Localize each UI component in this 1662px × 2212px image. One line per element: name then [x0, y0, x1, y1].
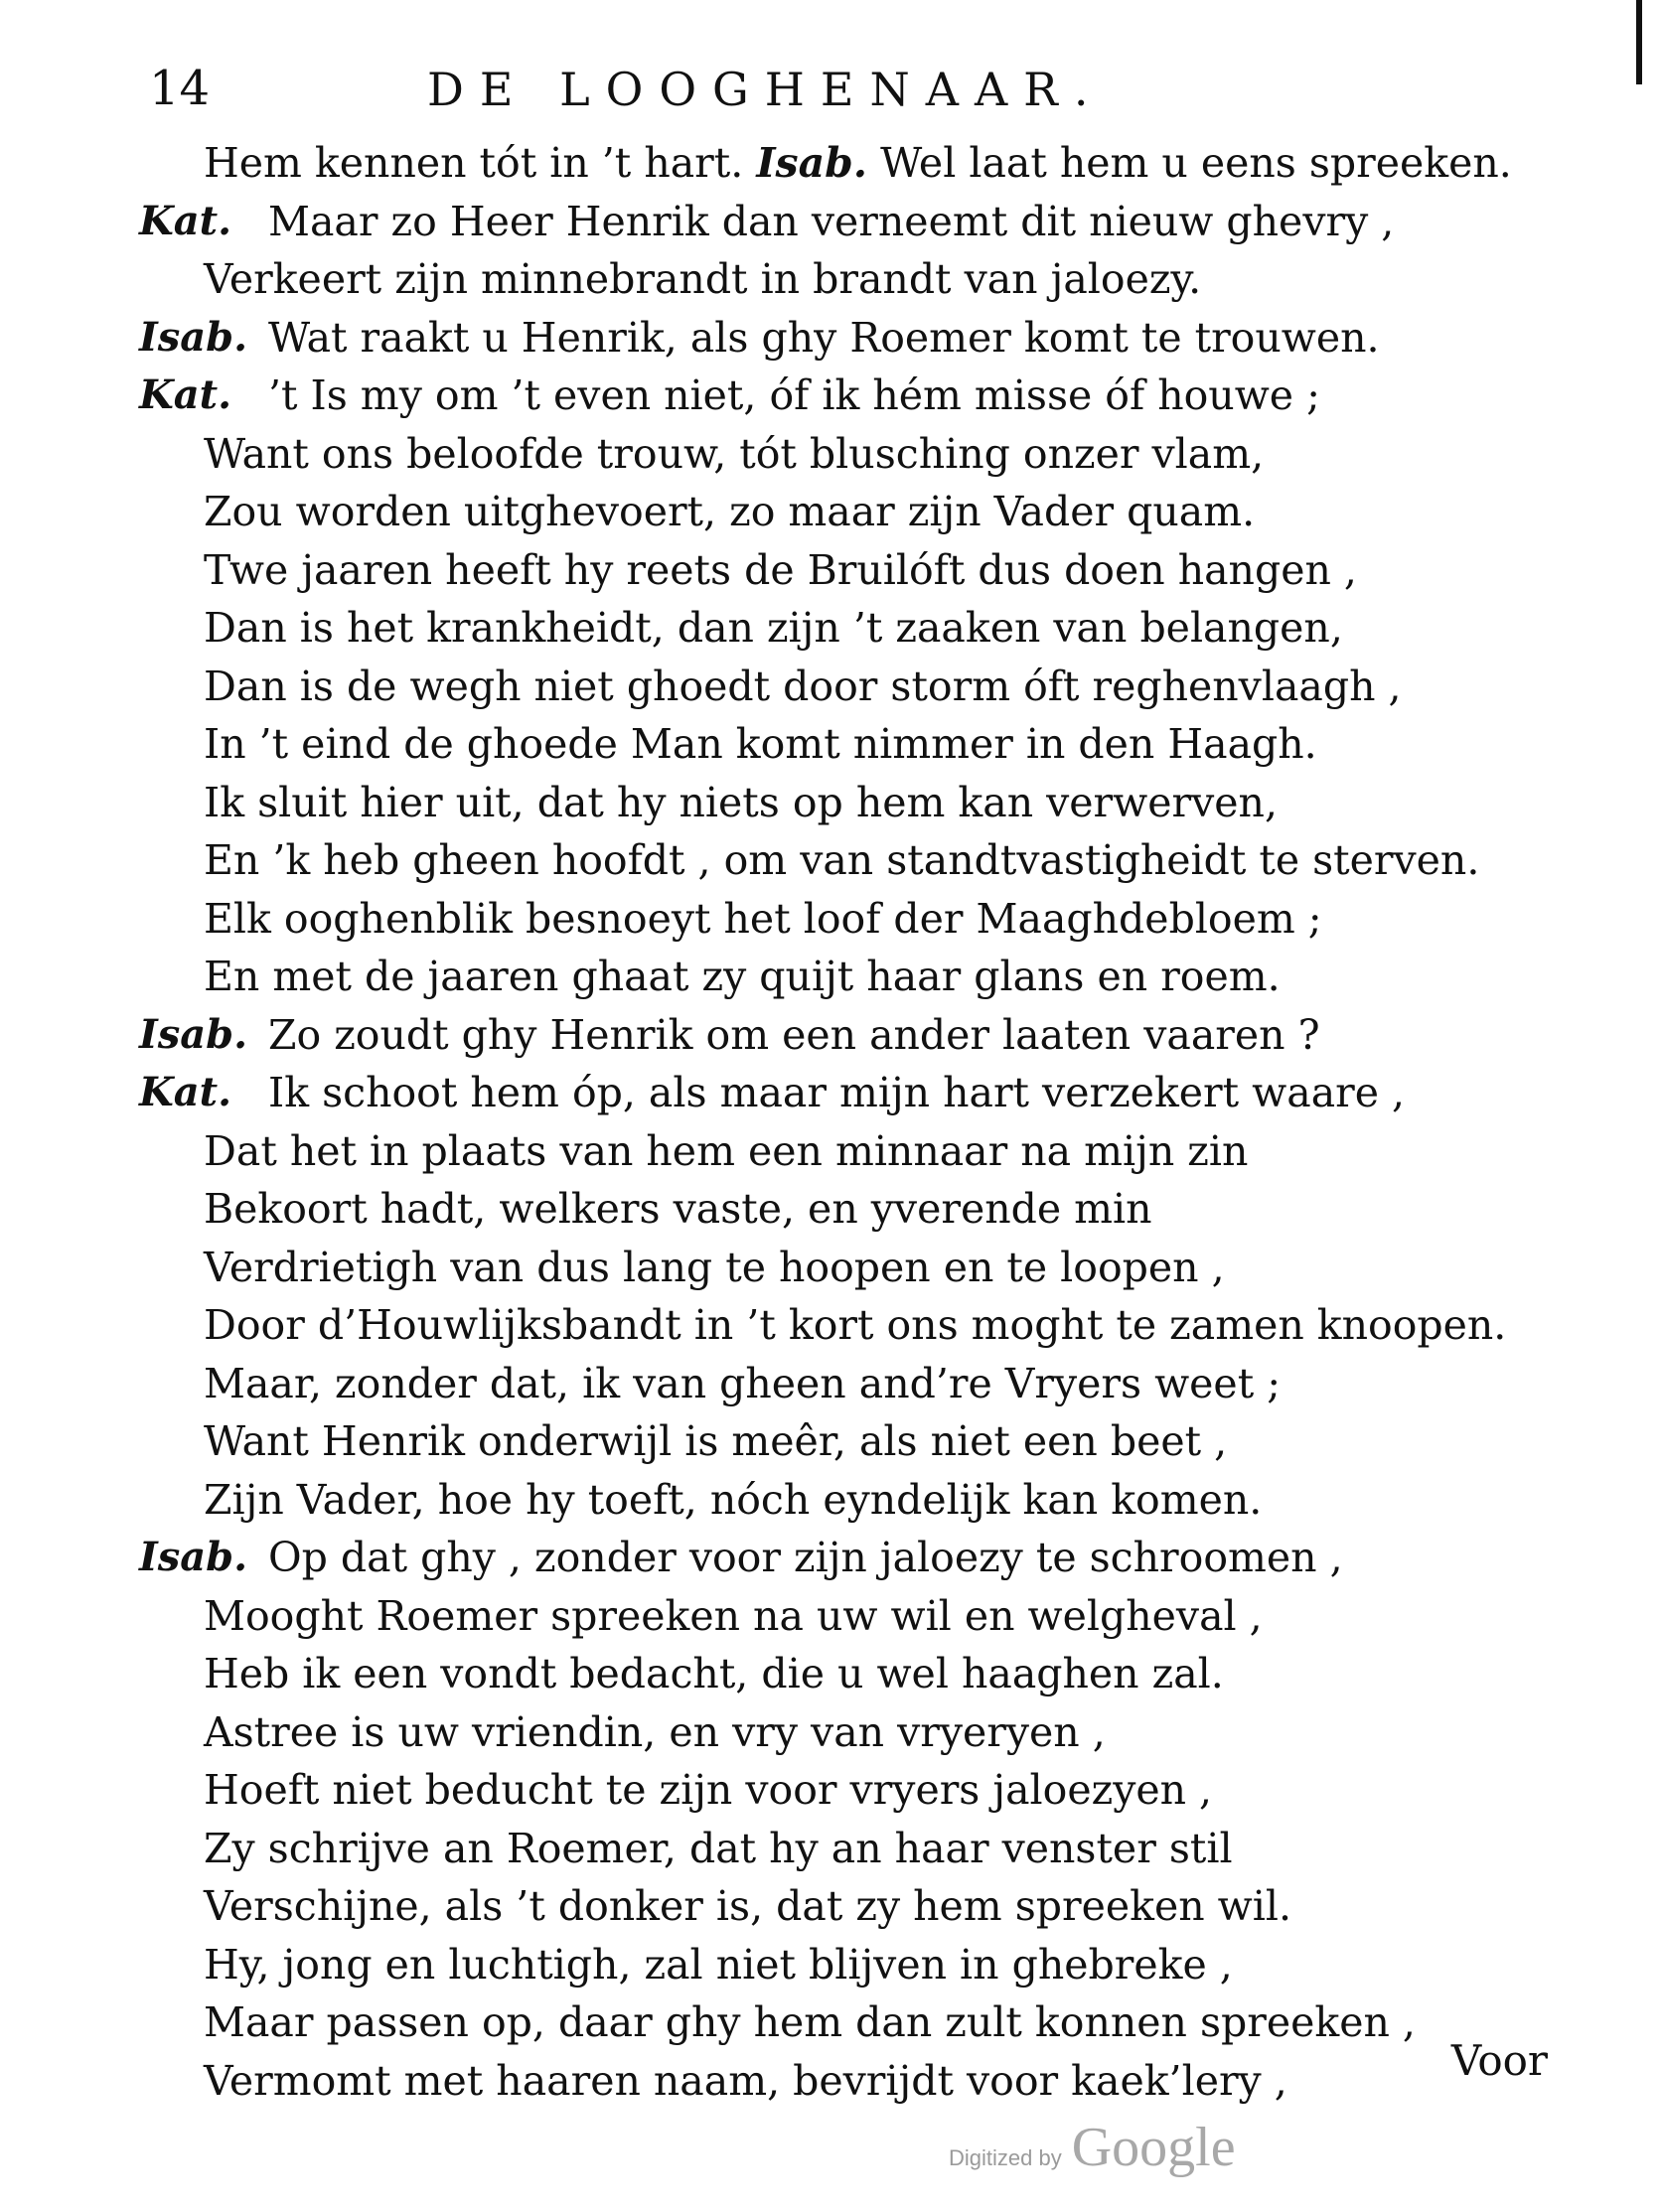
line-text [204, 948, 1281, 1005]
verse-line [139, 1820, 1550, 1878]
page-header [149, 55, 1321, 124]
running-title: DE LOOGHENAAR. [427, 63, 1105, 116]
verse-line [139, 1587, 1550, 1646]
line-text [204, 1239, 1225, 1296]
line-text [204, 1471, 1262, 1529]
speaker-label: Kat. [139, 197, 232, 244]
line-text-main: Door d’Houwlijksbandt in ’t kort ons moght te zamen knoopen. [204, 1301, 1507, 1349]
line-text-main: Bekoort hadt, welkers vaste, en yverende min [204, 1185, 1152, 1233]
verse-line [139, 134, 1550, 193]
line-text-main: Dan is het krankheidt, dan zijn ’t zaaken van belangen, [204, 604, 1343, 652]
line-text-main: Zo zoudt ghy Henrik om een ander laaten vaaren ? [268, 1010, 1320, 1059]
line-text-main: Maar passen op, daar ghy hem dan zult konnen spreeken , [204, 1998, 1416, 2046]
line-text-main: Op dat ghy , zonder voor zijn jaloezy te schroomen , [268, 1534, 1343, 1581]
line-text [268, 1064, 1405, 1121]
verse-line [139, 1239, 1550, 1297]
verse-line [139, 890, 1550, 949]
line-text [204, 715, 1317, 773]
line-text [204, 134, 1512, 192]
verse-line [139, 1180, 1550, 1239]
verse-line [139, 658, 1550, 716]
line-text [204, 890, 1322, 948]
line-text-main: En met de jaaren ghaat zy quijt haar glans en roem. [204, 953, 1281, 1000]
line-text [204, 1993, 1416, 2051]
line-text [204, 1877, 1291, 1935]
line-text [204, 1761, 1212, 1819]
verse-line [139, 541, 1550, 600]
verse-text [139, 134, 1550, 2110]
verse-line [139, 250, 1550, 309]
line-text-main: Maar, zonder dat, ik van gheen and’re Vryers weet ; [204, 1359, 1282, 1407]
verse-line [139, 1936, 1550, 1994]
catchword: Voor [1450, 2036, 1548, 2085]
verse-line [139, 774, 1550, 832]
speaker-label: Isab. [139, 313, 248, 361]
line-text-main: Vermomt met haaren naam, bevrijdt voor kaek’lery , [204, 2056, 1287, 2105]
line-text [204, 2052, 1287, 2110]
verse-line [139, 1529, 1550, 1587]
verse-line [139, 948, 1550, 1006]
verse-line [139, 1006, 1550, 1065]
line-text-main: Verkeert zijn minnebrandt in brandt van jaloezy. [204, 255, 1202, 303]
line-text-main: Astree is uw vriendin, en vry van vryeryen , [204, 1707, 1106, 1756]
line-text-main: Verdrietigh van dus lang te hoopen en te loopen , [204, 1243, 1225, 1291]
binding-mark [1636, 0, 1642, 84]
verse-line [139, 831, 1550, 890]
verse-line [139, 425, 1550, 484]
line-text [204, 1645, 1224, 1702]
verse-line [139, 2052, 1550, 2111]
line-text-main: Hoeft niet beducht te zijn voor vryers jaloezyen , [204, 1766, 1213, 1814]
line-text-main: In ’t eind de ghoede Man komt nimmer in den Haagh. [204, 720, 1317, 768]
google-logo: Google [1071, 2117, 1236, 2178]
speaker-label: Kat. [139, 1069, 232, 1115]
speaker-label: Isab. [139, 1534, 248, 1580]
line-text-main: Want ons beloofde trouw, tót blusching onzer vlam, [204, 429, 1265, 478]
line-text [268, 1529, 1343, 1586]
verse-line [139, 1064, 1550, 1122]
line-text-main: Mooght Roemer spreeken na uw wil en welgheval , [204, 1591, 1263, 1640]
line-text-main: Hem kennen tót in ’t hart. [204, 139, 757, 187]
line-text-main: Ik schoot hem óp, als maar mijn hart verzekert waare , [268, 1069, 1406, 1116]
line-text-main: Zy schrijve an Roemer, dat hy an haar venster stil [204, 1824, 1233, 1872]
line-text [268, 1006, 1320, 1064]
line-text [268, 309, 1380, 367]
speaker-label: Kat. [139, 371, 232, 418]
verse-line [139, 1122, 1550, 1181]
speaker-label: Isab. [139, 1010, 248, 1058]
page-number: 14 [149, 61, 211, 116]
line-text-main: ’t Is my om ’t even niet, óf ik hém misse óf houwe ; [268, 371, 1320, 419]
line-text [204, 1587, 1263, 1645]
line-text-main: En ’k heb gheen hoofdt , om van standtvastigheidt te sterven. [204, 836, 1480, 884]
verse-line [139, 1296, 1550, 1355]
line-text-main: Verschijne, als ’t donker is, dat zy hem spreeken wil. [204, 1882, 1292, 1930]
line-text-main: Want Henrik onderwijl is meêr, als niet een beet , [204, 1417, 1228, 1465]
verse-line [139, 1412, 1550, 1471]
line-text [204, 1703, 1106, 1761]
verse-line [139, 1355, 1550, 1413]
line-text-main: Zou worden uitghevoert, zo maar zijn Vader quam. [204, 488, 1256, 535]
line-text-main: Ik sluit hier uit, dat hy niets op hem kan verwerven, [204, 778, 1278, 826]
line-text [268, 193, 1394, 250]
line-text [204, 1936, 1233, 1993]
line-text [204, 483, 1255, 540]
digitized-label: Digitized by [949, 2145, 1062, 2170]
line-text [204, 1122, 1248, 1180]
verse-line [139, 599, 1550, 658]
line-text-main: Wat raakt u Henrik, als ghy Roemer komt te trouwen. [268, 313, 1380, 362]
line-text [204, 599, 1343, 657]
line-text-main: Maar zo Heer Henrik dan verneemt dit nieuw ghevry , [268, 197, 1395, 245]
line-text-main: Heb ik een vondt bedacht, die u wel haaghen zal. [204, 1650, 1224, 1697]
digitized-by-watermark [949, 2116, 1236, 2179]
verse-line [139, 193, 1550, 251]
verse-line [139, 367, 1550, 425]
line-text [204, 425, 1264, 483]
verse-line [139, 1877, 1550, 1936]
line-text-main: Elk ooghenblik besnoeyt het loof der Maaghdebloem ; [204, 894, 1322, 943]
inline-speaker-label: Isab. [756, 139, 868, 187]
line-text [204, 1180, 1152, 1238]
line-text [204, 1412, 1227, 1470]
line-text [204, 1296, 1506, 1354]
line-text-main: Hy, jong en luchtigh, zal niet blijven in ghebreke , [204, 1940, 1233, 1989]
line-text [204, 541, 1357, 599]
line-text [204, 250, 1201, 308]
verse-line [139, 1993, 1550, 2052]
line-text [204, 1355, 1281, 1412]
verse-line [139, 309, 1550, 368]
line-text [204, 1820, 1233, 1877]
line-text [204, 658, 1402, 715]
verse-line [139, 1471, 1550, 1530]
line-text-main: Dat het in plaats van hem een minnaar na mijn zin [204, 1126, 1249, 1175]
line-text-main: Dan is de wegh niet ghoedt door storm óft reghenvlaagh , [204, 662, 1402, 710]
line-text-main: Zijn Vader, hoe hy toeft, nóch eyndelijk kan komen. [204, 1475, 1263, 1524]
line-text-main: Twe jaaren heeft hy reets de Bruilóft dus doen hangen , [204, 545, 1357, 594]
line-text [204, 774, 1278, 831]
line-text [268, 367, 1320, 424]
line-text [204, 831, 1479, 889]
line-text-continued: Wel laat hem u eens spreeken. [867, 139, 1512, 187]
verse-line [139, 1645, 1550, 1703]
verse-line [139, 483, 1550, 541]
verse-line [139, 1761, 1550, 1820]
verse-line [139, 715, 1550, 774]
verse-line [139, 1703, 1550, 1762]
